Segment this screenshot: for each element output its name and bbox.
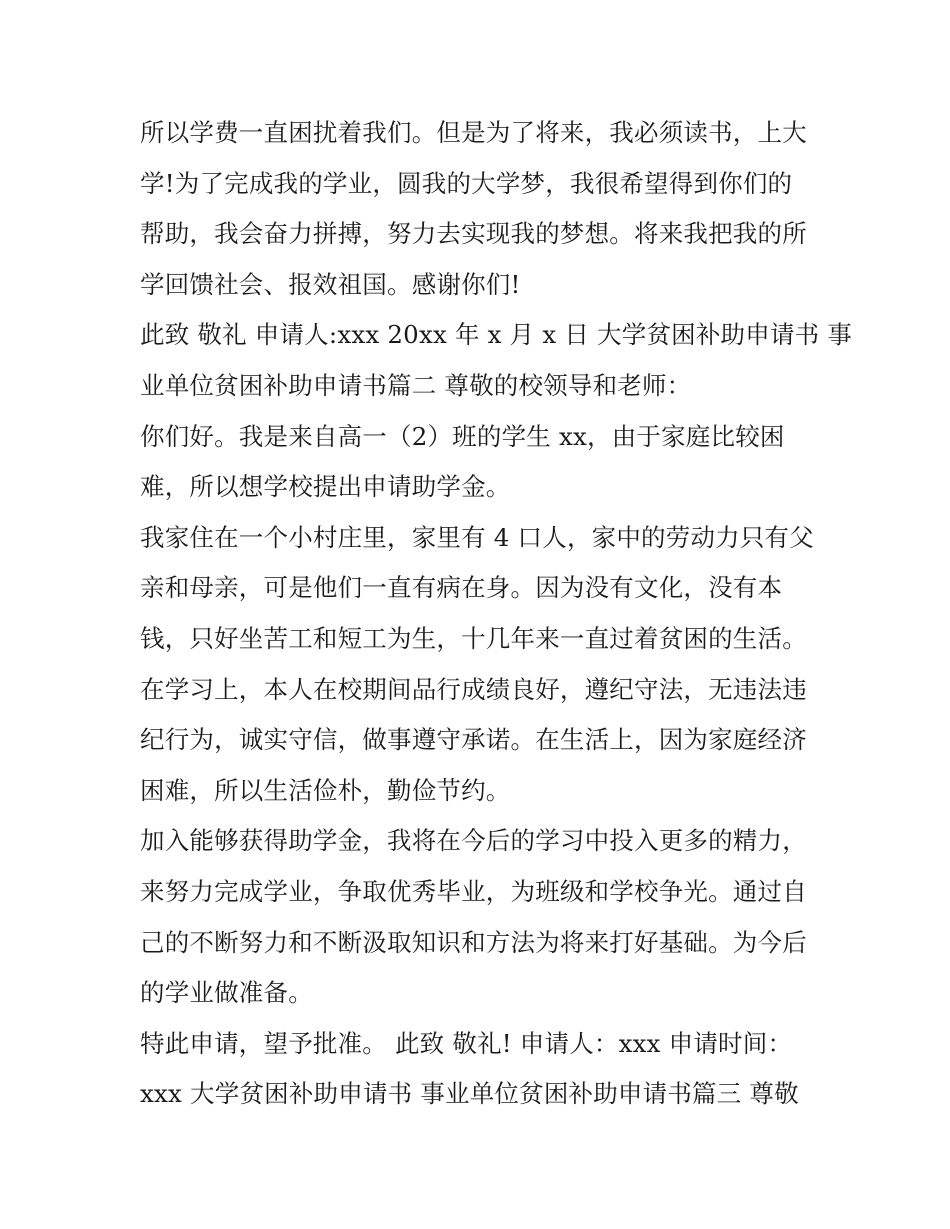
text-line-18: 的学业做准备。 <box>140 978 313 1008</box>
text-line-9: 我家住在一个小村庄里，家里有 4 口人，家中的劳动力只有父 <box>140 522 814 552</box>
text-line-4: 学回馈社会、报效祖国。感谢你们! <box>140 269 521 299</box>
text-line-17: 己的不断努力和不断汲取知识和方法为将来打好基础。为今后 <box>140 927 807 957</box>
text-line-5: 此致 敬礼 申请人:xxx 20xx 年 x 月 x 日 大学贫困补助申请书 事 <box>140 320 853 350</box>
text-line-11: 钱，只好坐苦工和短工为生，十几年来一直过着贫困的生活。 <box>140 623 807 653</box>
text-line-1: 所以学费一直困扰着我们。但是为了将来，我必须读书，上大 <box>140 118 807 147</box>
text-line-12: 在学习上，本人在校期间品行成绩良好，遵纪守法，无违法违 <box>140 674 807 704</box>
text-line-16: 来努力完成学业，争取优秀毕业，为班级和学校争光。通过自 <box>140 876 807 906</box>
text-line-7: 你们好。我是来自高一（2）班的学生 xx，由于家庭比较困 <box>140 421 785 451</box>
text-line-8: 难，所以想学校提出申请助学金。 <box>140 472 511 502</box>
text-line-15: 加入能够获得助学金，我将在今后的学习中投入更多的精力， <box>140 826 807 856</box>
text-line-6: 业单位贫困补助申请书篇二 尊敬的校领导和老师： <box>140 370 692 400</box>
text-line-2: 学!为了完成我的学业，圆我的大学梦，我很希望得到你们的 <box>140 168 793 198</box>
text-line-14: 困难，所以生活俭朴，勤俭节约。 <box>140 775 511 805</box>
text-line-10: 亲和母亲，可是他们一直有病在身。因为没有文化，没有本 <box>140 573 783 603</box>
document-body <box>140 108 853 1120</box>
text-line-19: 特此申请，望予批准。 此致 敬礼! 申请人：xxx 申请时间： <box>140 1028 793 1058</box>
text-line-13: 纪行为，诚实守信，做事遵守承诺。在生活上，因为家庭经济 <box>140 725 807 755</box>
text-line-20: xxx 大学贫困补助申请书 事业单位贫困补助申请书篇三 尊敬 <box>140 1079 799 1109</box>
text-line-3: 帮助，我会奋力拼搏，努力去实现我的梦想。将来我把我的所 <box>140 219 807 249</box>
